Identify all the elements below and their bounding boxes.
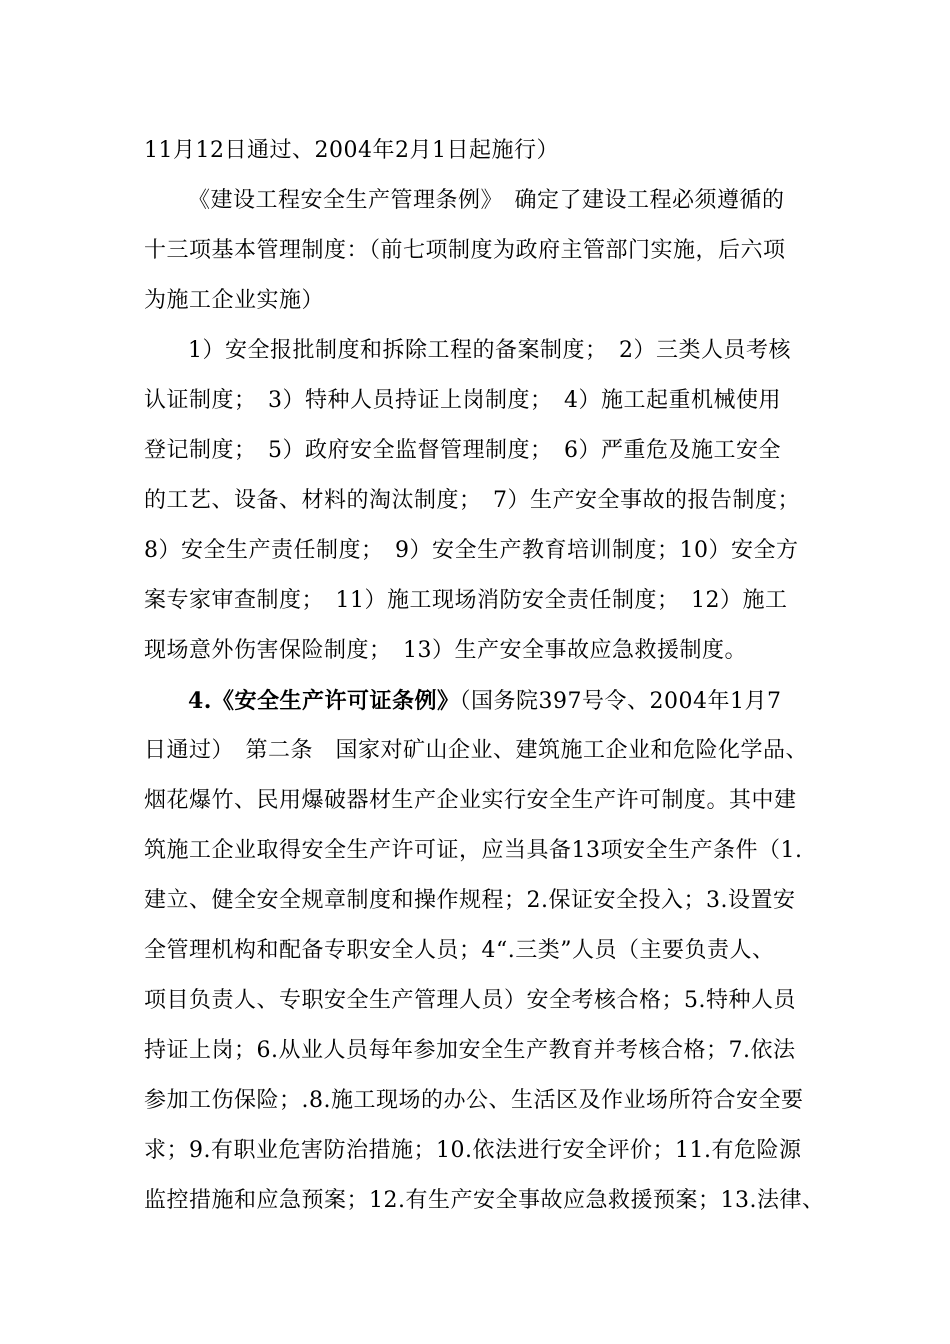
text-line: 的工艺、设备、材料的淘汰制度； 7）生产安全事故的报告制度； [144,488,800,513]
regulation-title: 4.《安全生产许可证条例》 [188,688,460,714]
text-line: 认证制度； 3）特种人员持证上岗制度； 4）施工起重机械使用 [144,388,781,413]
text-line: 1）安全报批制度和拆除工程的备案制度； 2）三类人员考核 [188,338,791,363]
text-line: 8）安全生产责任制度； 9）安全生产教育培训制度；10）安全方 [144,538,799,563]
regulation-source: （国务院397号令、2004年1月7 [459,689,782,714]
text-line: 《建设工程安全生产管理条例》 确定了建设工程必须遵循的 [188,188,785,213]
text-line: 参加工伤保险；.8.施工现场的办公、生活区及作业场所符合安全要 [144,1088,804,1113]
text-line: 日通过） 第二条 国家对矿山企业、建筑施工企业和危险化学品、 [144,738,809,763]
text-line: 烟花爆竹、民用爆破器材生产企业实行安全生产许可制度。其中建 [144,788,797,813]
text-line: 监控措施和应急预案；12.有生产安全事故应急救援预案；13.法律、 [144,1188,825,1213]
text-line: 求；9.有职业危害防治措施；10.依法进行安全评价；11.有危险源 [144,1138,802,1163]
text-line: 建立、健全安全规章制度和操作规程；2.保证安全投入；3.设置安 [144,888,796,913]
text-line: 项目负责人、专职安全生产管理人员）安全考核合格；5.特种人员 [144,988,796,1013]
text-line: 现场意外伤害保险制度； 13）生产安全事故应急救援制度。 [144,638,747,663]
text-line: 筑施工企业取得安全生产许可证，应当具备13项安全生产条件（1. [144,838,803,863]
text-line: 11月12日通过、2004年2月1日起施行） [144,138,559,163]
text-line: 持证上岗；6.从业人员每年参加安全生产教育并考核合格；7.依法 [144,1038,796,1063]
text-line: 全管理机构和配备专职安全人员；4“.三类”人员（主要负责人、 [144,938,775,963]
text-line: 为施工企业实施） [144,288,325,313]
section-heading [188,686,781,717]
text-line: 十三项基本管理制度：（前七项制度为政府主管部门实施，后六项 [144,238,786,263]
text-line: 案专家审查制度； 11）施工现场消防安全责任制度； 12）施工 [144,588,788,613]
text-line: 登记制度； 5）政府安全监督管理制度； 6）严重危及施工安全 [144,438,781,463]
